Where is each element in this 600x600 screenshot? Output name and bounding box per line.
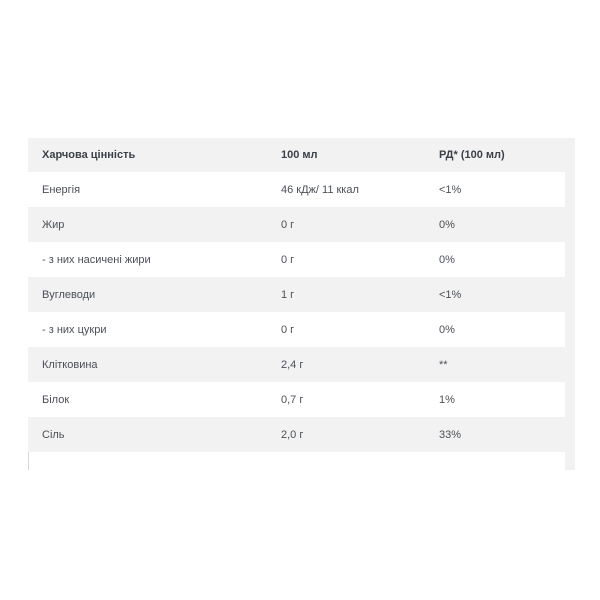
table-row xyxy=(28,242,565,277)
row-name: Вуглеводи xyxy=(42,288,96,301)
table-row xyxy=(28,172,565,207)
row-rd: <1% xyxy=(439,183,462,196)
row-rd: ** xyxy=(439,358,448,371)
table-footer xyxy=(28,452,575,470)
row-name: Сіль xyxy=(42,428,65,441)
row-name: Енергія xyxy=(42,183,81,196)
header-nutrition-value: Харчова цінність xyxy=(42,149,136,161)
table-row xyxy=(28,312,565,347)
header-per-100ml: 100 мл xyxy=(281,149,318,161)
table-footer-panel xyxy=(28,452,565,470)
row-rd: 0% xyxy=(439,253,455,266)
row-value: 0 г xyxy=(281,253,295,266)
row-rd: <1% xyxy=(439,288,462,301)
nutrition-table xyxy=(28,138,575,470)
row-rd: 33% xyxy=(439,428,462,441)
table-row xyxy=(28,277,575,312)
row-value: 1 г xyxy=(281,288,295,301)
header-daily-reference: РД* (100 мл) xyxy=(439,149,505,161)
row-value: 2,0 г xyxy=(281,428,304,441)
row-value: 0 г xyxy=(281,323,295,336)
row-rd: 0% xyxy=(439,323,455,336)
table-row xyxy=(28,207,575,242)
row-value: 46 кДж/ 11 ккал xyxy=(281,183,359,196)
row-name: Білок xyxy=(42,393,70,406)
table-row xyxy=(28,417,575,452)
table-row xyxy=(28,382,565,417)
row-rd: 0% xyxy=(439,218,455,231)
row-value: 2,4 г xyxy=(281,358,304,371)
row-name: - з них насичені жири xyxy=(42,253,151,266)
row-name: Клітковина xyxy=(42,358,98,371)
row-name: - з них цукри xyxy=(42,323,107,336)
row-value: 0 г xyxy=(281,218,295,231)
row-value: 0,7 г xyxy=(281,393,304,406)
table-row xyxy=(28,347,575,382)
table-header-row xyxy=(28,138,575,172)
row-rd: 1% xyxy=(439,393,455,406)
row-name: Жир xyxy=(42,218,65,231)
